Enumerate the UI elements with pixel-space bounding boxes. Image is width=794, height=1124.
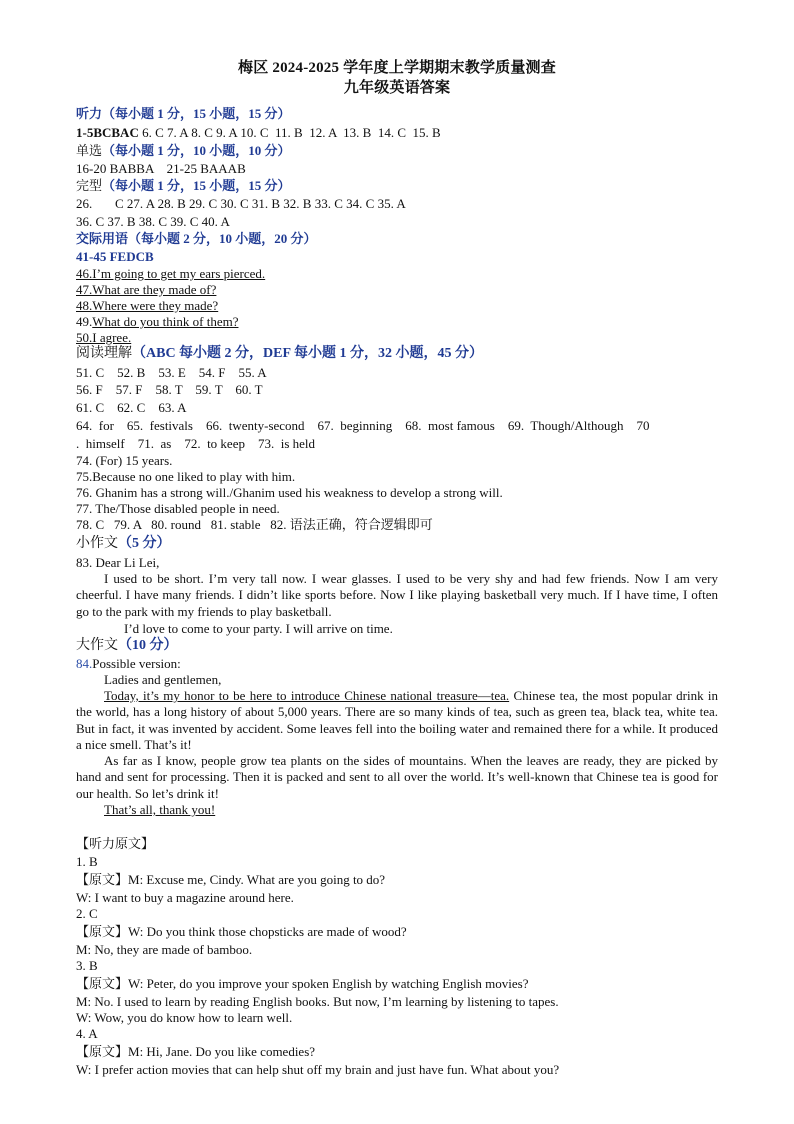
section-short-writing-label: 小作文: [76, 536, 118, 551]
transcript-3-line-1: [76, 976, 529, 992]
writing-84-greeting: Ladies and gentlemen,: [104, 672, 222, 687]
reading-answers-3: 61. C 62. C 63. A: [76, 400, 187, 415]
writing-84-closing: That’s all, thank you!: [104, 802, 216, 817]
section-single-choice: [76, 143, 291, 159]
single-choice-answers: 16-20 BABBA 21-25 BAAAB: [76, 161, 246, 176]
writing-84-possible-version: Possible version:: [92, 656, 181, 671]
transcript-2-line-1: [76, 924, 407, 940]
listening-answers-rest: 6. C 7. A 8. C 9. A 10. C 11. B 12. A 13. B 14. C 15. B: [138, 125, 441, 140]
answer-49: [76, 314, 238, 330]
writing-84-paragraph-1: [76, 688, 718, 753]
reading-answer-77: 77. The/Those disabled people in need.: [76, 501, 280, 516]
writing-84-paragraph-2: As far as I know, people grow tea plants on the sides of mountains. When the leaves are ready, they are picked by hand and sent for processing. Then it is packed and sent to all over the world. It’s well-known that Chinese tea is good for our health. So let’s drink it!: [76, 753, 718, 801]
writing-83-paragraph-2: I’d love to come to your party. I will arrive on time.: [124, 621, 393, 636]
transcript-1-line-2: W: I want to buy a magazine around here.: [76, 890, 294, 905]
writing-83-greeting: 83. Dear Li Lei,: [76, 555, 160, 570]
page-subtitle: 九年级英语答案: [343, 80, 451, 96]
section-listening: 听力（每小题 1 分，15 小题，15 分）: [76, 106, 291, 121]
section-cloze: [76, 178, 291, 194]
section-reading: [76, 346, 483, 362]
transcript-4-tag: 【原文】: [76, 1044, 129, 1059]
writing-83-paragraph-1: I used to be short. I’m very tall now. I wear glasses. I used to be very shy and had few friends. Now I am very cheerful. I have many friends. I didn’t like sports before. Now I like playing basketball very much. If I have time, I often go to the park with my friends to play basketball.: [76, 571, 718, 619]
transcript-3-line-2: M: No. I used to learn by reading English books. But now, I’m learning by listening to tapes.: [76, 994, 559, 1009]
cloze-answers-2: 36. C 37. B 38. C 39. C 40. A: [76, 214, 230, 229]
page-title: 梅区 2024-2025 学年度上学期期末教学质量测查: [238, 60, 556, 76]
communication-answers: 41-45 FEDCB: [76, 249, 154, 264]
transcript-2-tag: 【原文】: [76, 924, 129, 939]
answer-47: 47.What are they made of?: [76, 282, 217, 297]
transcript-3-tag: 【原文】: [76, 976, 129, 991]
section-reading-label: 阅读理解: [76, 346, 132, 361]
answer-46: 46.I’m going to get my ears pierced.: [76, 266, 266, 281]
transcript-1-text: M: Excuse me, Cindy. What are you going to do?: [128, 872, 386, 887]
reading-answers-1: 51. C 52. B 53. E 54. F 55. A: [76, 365, 267, 380]
transcript-2-answer: 2. C: [76, 906, 98, 921]
writing-84-number: 84.: [76, 656, 93, 671]
answer-49-text: What do you think of them?: [92, 314, 239, 329]
writing-84-paragraph-1-rest: Chinese tea, the most popular drink in the world, has a long history of about 5,000 years. There are so many kinds of tea, such as green tea, black tea, white tea. But in fact, it was invented by accident. Some leaves fell into the boiling water and remained there for a while. It produced a nice smell. That’s it!: [76, 688, 718, 752]
section-short-writing: [76, 536, 171, 552]
listening-answers: [76, 125, 441, 141]
transcript-heading: 【听力原文】: [76, 836, 155, 851]
section-cloze-label: 完型: [76, 178, 103, 193]
reading-answers-2: 56. F 57. F 58. T 59. T 60. T: [76, 382, 263, 397]
reading-answers-4: 64. for 65. festivals 66. twenty-second 67. beginning 68. most famous 69. Though/Although 70: [76, 418, 650, 433]
answer-49-number: 49.: [76, 314, 93, 329]
section-single-label: 单选: [76, 143, 103, 158]
writing-84-paragraph-1-underlined: Today, it’s my honor to be here to introduce Chinese national treasure—tea.: [104, 688, 510, 703]
reading-answer-75: 75.Because no one liked to play with him.: [76, 469, 296, 484]
answer-50: 50.I agree.: [76, 330, 132, 345]
transcript-4-answer: 4. A: [76, 1026, 98, 1041]
transcript-2-line-2: M: No, they are made of bamboo.: [76, 942, 253, 957]
reading-answer-76: 76. Ghanim has a strong will./Ghanim used his weakness to develop a strong will.: [76, 485, 503, 500]
section-long-writing: [76, 638, 178, 654]
listening-answers-bold: 1-5BCBAC: [76, 125, 139, 140]
transcript-2-text: W: Do you think those chopsticks are made of wood?: [128, 924, 407, 939]
transcript-1-tag: 【原文】: [76, 872, 129, 887]
section-cloze-score: （每小题 1 分，15 小题，15 分）: [102, 178, 291, 193]
transcript-1-line-1: [76, 872, 385, 888]
section-reading-score: （ABC 每小题 2 分，DEF 每小题 1 分，32 小题，45 分）: [132, 346, 484, 361]
reading-answers-78-82: 78. C 79. A 80. round 81. stable 82. 语法正确，符合逻辑即可: [76, 517, 433, 532]
transcript-3-answer: 3. B: [76, 958, 98, 973]
transcript-4-line-2: W: I prefer action movies that can help shut off my brain and just have fun. What about you?: [76, 1062, 560, 1077]
reading-answers-5: . himself 71. as 72. to keep 73. is held: [76, 436, 316, 451]
writing-84-header: [76, 656, 181, 672]
section-short-writing-score: （5 分）: [118, 536, 171, 551]
cloze-answers-1: 26. C 27. A 28. B 29. C 30. C 31. B 32. B 33. C 34. C 35. A: [76, 196, 406, 211]
transcript-3-line-3: W: Wow, you do know how to learn well.: [76, 1010, 293, 1025]
section-single-score: （每小题 1 分，10 小题，10 分）: [102, 143, 291, 158]
transcript-4-text: M: Hi, Jane. Do you like comedies?: [128, 1044, 316, 1059]
reading-answer-74: 74. (For) 15 years.: [76, 453, 173, 468]
section-communication: 交际用语（每小题 2 分，10 小题，20 分）: [76, 231, 317, 246]
answer-48: 48.Where were they made?: [76, 298, 219, 313]
transcript-4-line-1: [76, 1044, 315, 1060]
section-long-writing-label: 大作文: [76, 638, 118, 653]
transcript-3-text: W: Peter, do you improve your spoken English by watching English movies?: [128, 976, 529, 991]
section-long-writing-score: （10 分）: [118, 638, 178, 653]
transcript-1-answer: 1. B: [76, 854, 98, 869]
